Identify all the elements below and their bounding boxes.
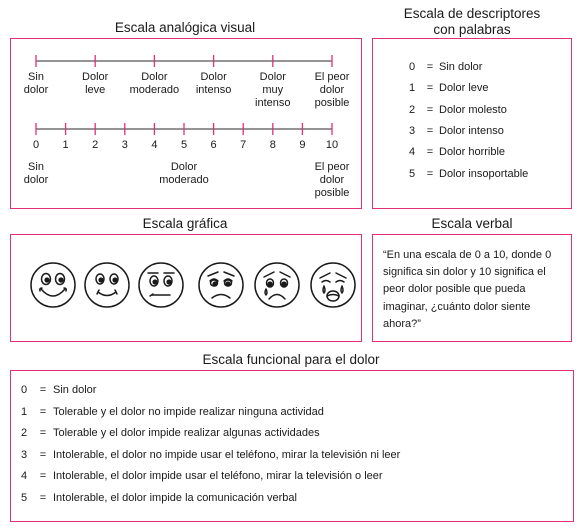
functional-row	[21, 384, 96, 397]
very-sad-face-icon	[255, 263, 299, 307]
crying-face-icon	[311, 263, 355, 307]
functional-row	[21, 427, 320, 440]
equals-sign: =	[426, 61, 434, 73]
equals-sign: =	[39, 427, 47, 440]
numeric-scale-number: 10	[325, 139, 339, 151]
faces-graphic	[11, 235, 363, 343]
equals-sign: =	[426, 146, 434, 159]
equals-sign: =	[39, 384, 47, 396]
equals-sign: =	[39, 470, 47, 483]
descriptors-title-text: Escala de descriptores con palabras	[403, 6, 541, 37]
numeric-scale-number: 8	[269, 139, 276, 151]
numeric-scale-number: 7	[240, 139, 247, 151]
numeric-scale-number: 1	[62, 139, 69, 151]
descriptor-row	[409, 61, 482, 74]
equals-sign: =	[39, 448, 47, 461]
descriptors-panel	[372, 38, 572, 209]
functional-row	[21, 406, 324, 419]
numeric-scale-number: 2	[92, 139, 99, 151]
descriptor-row	[409, 146, 505, 159]
functional-row	[21, 470, 383, 483]
verbal-question: “En una escala de 0 a 10, donde 0 significa sin dolor y 10 significa el peor dolor posible que pueda imaginar, ¿cuánto dolor siente ahora?”	[383, 249, 552, 330]
numeric-scale-number: 4	[151, 139, 158, 151]
descriptor-text: Sin dolor	[439, 61, 483, 73]
functional-panel	[10, 370, 574, 522]
descriptor-text: Dolor insoportable	[439, 167, 529, 180]
vas-label: Dolor intenso	[195, 71, 232, 96]
verbal-panel	[372, 234, 572, 342]
functional-number: 3	[21, 448, 28, 461]
descriptor-number: 4	[409, 146, 416, 159]
functional-text: Tolerable y el dolor no impide realizar ninguna actividad	[53, 405, 324, 418]
numeric-scale-label: Dolor moderado	[159, 161, 209, 186]
descriptor-number: 3	[409, 124, 416, 137]
graphic-panel	[10, 234, 362, 342]
functional-row	[21, 449, 400, 462]
vas-label: Dolor muy intenso	[255, 71, 291, 109]
neutral-face-icon	[139, 263, 183, 307]
numeric-scale-number: 0	[32, 139, 40, 151]
descriptor-number: 1	[409, 82, 416, 95]
functional-text: Intolerable, el dolor impide usar el teléfono, mirar la televisión o leer	[53, 470, 383, 483]
functional-number: 2	[21, 427, 28, 440]
numeric-scale-number: 6	[210, 139, 217, 151]
functional-text: Intolerable, el dolor no impide usar el teléfono, mirar la televisión ni leer	[53, 448, 401, 461]
numeric-scale-label: Sin dolor	[23, 161, 49, 186]
descriptor-number: 0	[409, 61, 416, 73]
equals-sign: =	[39, 492, 47, 504]
numeric-scale-label: El peor dolor posible	[314, 161, 350, 199]
vas-label: Sin dolor	[23, 71, 49, 96]
functional-number: 1	[21, 405, 28, 418]
numeric-scale-number: 5	[180, 139, 188, 151]
descriptor-row	[409, 125, 504, 138]
vas-label: El peor dolor posible	[314, 71, 350, 109]
equals-sign: =	[39, 405, 47, 418]
equals-sign: =	[426, 124, 434, 137]
functional-number: 0	[21, 384, 28, 396]
happy-face-icon	[85, 263, 129, 307]
descriptor-row	[409, 82, 489, 95]
graphic-title: Escala gráfica	[142, 216, 228, 231]
very-happy-face-icon	[31, 263, 75, 307]
equals-sign: =	[426, 167, 434, 180]
descriptor-text: Dolor intenso	[439, 124, 504, 137]
equals-sign: =	[426, 82, 434, 95]
functional-title: Escala funcional para el dolor	[202, 352, 380, 367]
descriptor-text: Dolor horrible	[439, 146, 506, 159]
functional-text: Sin dolor	[53, 384, 97, 396]
vas-title: Escala analógica visual	[114, 20, 256, 35]
functional-number: 5	[21, 492, 28, 504]
functional-number: 4	[21, 470, 28, 483]
descriptor-text: Dolor leve	[439, 82, 489, 95]
functional-text: Tolerable y el dolor impide realizar algunas actividades	[53, 427, 320, 440]
verbal-title: Escala verbal	[431, 216, 513, 231]
descriptor-number: 5	[409, 167, 416, 180]
vas-panel	[10, 38, 362, 209]
descriptor-row	[409, 168, 528, 181]
functional-row	[21, 492, 297, 505]
descriptor-number: 2	[409, 103, 416, 116]
descriptor-row	[409, 104, 507, 117]
vas-label: Dolor moderado	[129, 71, 180, 96]
equals-sign: =	[426, 103, 434, 116]
descriptors-title	[372, 6, 572, 38]
vas-label: Dolor leve	[82, 71, 109, 96]
sad-face-icon	[199, 263, 243, 307]
descriptor-text: Dolor molesto	[439, 103, 507, 116]
numeric-scale-number: 9	[299, 139, 306, 151]
numeric-scale-number: 3	[121, 139, 128, 151]
functional-text: Intolerable, el dolor impide la comunicación verbal	[53, 492, 297, 504]
